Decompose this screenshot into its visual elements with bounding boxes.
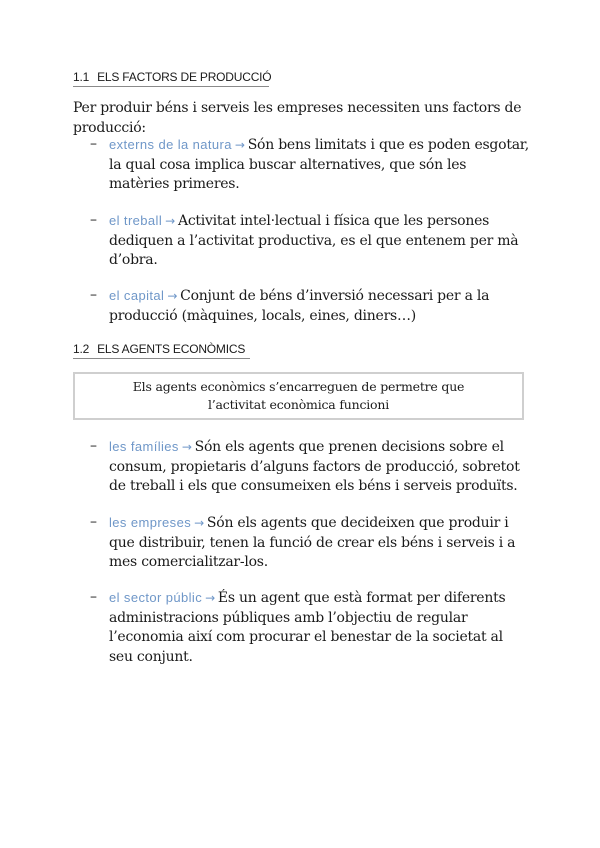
bullet-dash: – [90,514,97,530]
list-item [90,286,530,326]
arrow-icon: → [194,516,204,530]
list-item [90,437,530,497]
item-text: Són els agents que decideixen que produir i que distribuir, tenen la funció de crear els béns i serveis i a mes comercialitzar-los. [109,515,516,570]
arrow-icon: → [181,440,192,454]
intro-paragraph: Per produir béns i serveis les empreses necessiten uns factors de producció: [73,100,522,136]
term-label: externs de la natura [109,137,232,152]
item-text: Són els agents que prenen decisions sobre el consum, propietaris d’alguns factors de producció, sobretot de treball i els que consumeixen els béns i serveis produïts. [109,439,520,494]
term-label: les famílies [109,439,179,454]
item-text: Activitat intel·lectual i física que les persones dediquen a l’activitat productiva, es el que entenem per mà d’obra. [109,213,519,268]
bullet-dash: – [90,136,97,152]
box-text: Els agents econòmics s’encarreguen de permetre que l’activitat econòmica funcioni [132,379,465,412]
heading-underline [73,358,250,359]
item-text: Són bens limitats i que es poden esgotar, la qual cosa implica buscar alternatives, que són les matèries primeres. [109,137,529,192]
term-label: les empreses [109,515,192,530]
arrow-icon: → [165,214,175,228]
arrow-icon: → [234,138,245,152]
item-text: Conjunt de béns d’inversió necessari per a la producció (màquines, locals, eines, diners…) [109,288,490,324]
section-heading-1-2 [73,342,245,356]
term-label: el treball [109,213,163,228]
list-item [90,513,530,573]
term-label: el capital [109,288,165,303]
section-title: ELS FACTORS DE PRODUCCIÓ [97,70,272,84]
bullet-dash: – [90,589,97,605]
list-item [90,211,530,271]
list-item [90,135,530,195]
bullet-dash: – [90,287,97,303]
arrow-icon: → [205,591,215,605]
term-label: el sector públic [109,590,203,605]
section-title: ELS AGENTS ECONÒMICS [97,342,246,356]
section-number: 1.2 [73,342,90,356]
item-text: És un agent que està format per diferents administracions públiques amb l’objectiu de regular l’economia així com procurar el benestar de la societat al seu conjunt. [109,590,506,665]
section-number: 1.1 [73,70,90,84]
bullet-dash: – [90,212,97,228]
heading-underline [73,86,269,87]
definition-box [73,372,524,420]
section-heading-1-1 [73,70,271,84]
bullet-dash: – [90,438,97,454]
list-item [90,588,530,667]
arrow-icon: → [167,289,178,303]
